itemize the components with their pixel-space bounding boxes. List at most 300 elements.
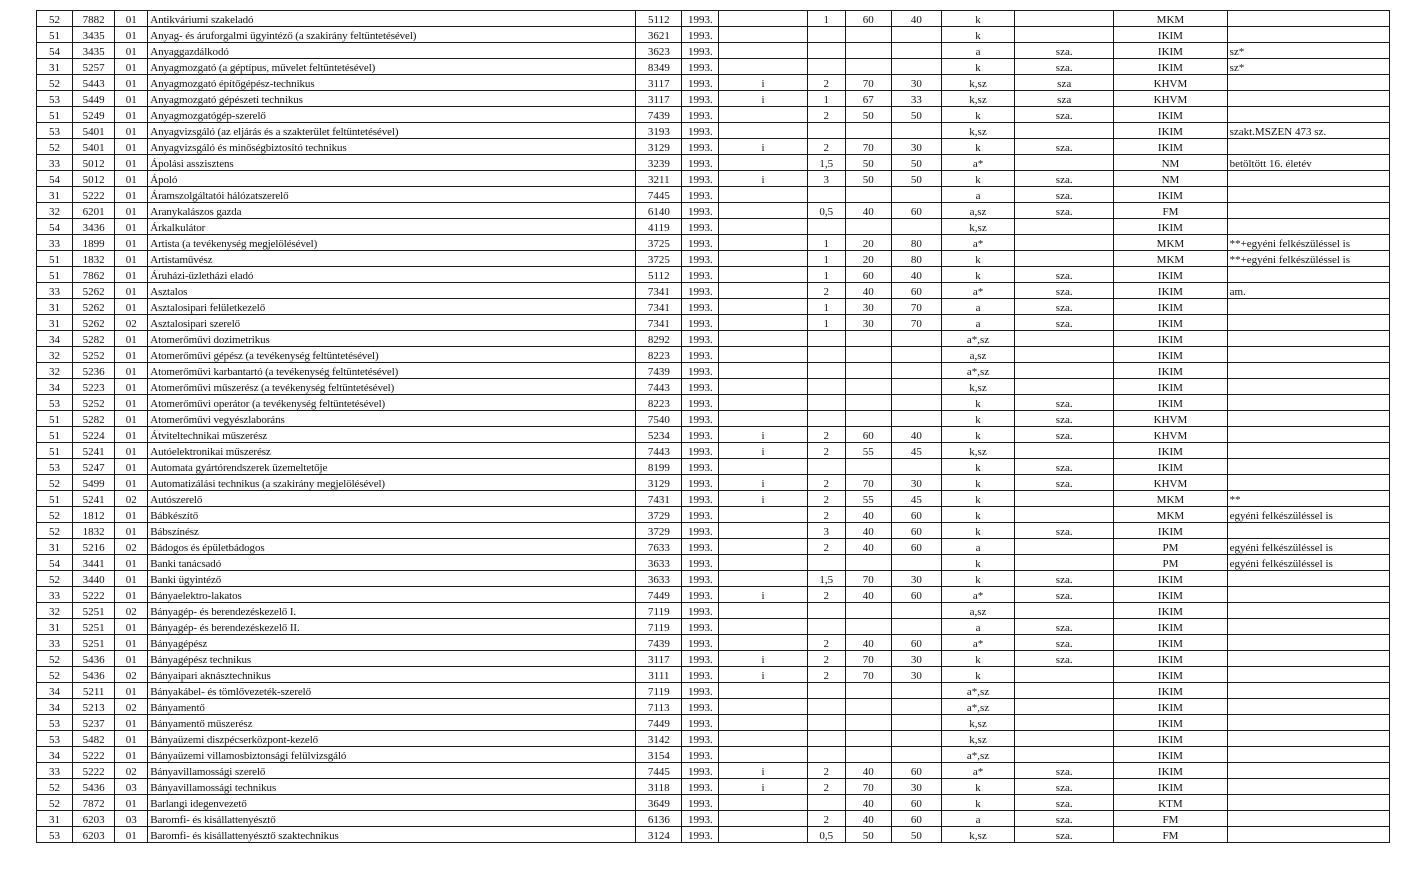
ministry-cell: IKIM: [1114, 571, 1227, 587]
group-code-cell: 5257: [73, 59, 115, 75]
remark-cell: [1227, 139, 1389, 155]
duration-cell: [807, 731, 845, 747]
theory-ratio-cell: 67: [845, 91, 891, 107]
duration-cell: [807, 795, 845, 811]
exam-cell: [1015, 27, 1114, 43]
year-cell: 1993.: [682, 555, 719, 571]
duration-cell: [807, 187, 845, 203]
exam-cell: [1015, 747, 1114, 763]
year-cell: 1993.: [682, 459, 719, 475]
practice-ratio-cell: 60: [891, 203, 941, 219]
qualification-name-cell: Anyagvizsgáló és minőségbiztosító technikus: [148, 139, 636, 155]
theory-ratio-cell: 50: [845, 171, 891, 187]
group-code-cell: 1812: [73, 507, 115, 523]
qualification-name-cell: Anyag- és áruforgalmi ügyintéző (a szakirány feltüntetésével): [148, 27, 636, 43]
feor-code-cell: 7633: [636, 539, 682, 555]
level-code-cell: 32: [37, 347, 73, 363]
practice-ratio-cell: 40: [891, 427, 941, 443]
entry-requirement-cell: k: [941, 59, 1014, 75]
practice-ratio-cell: 40: [891, 267, 941, 283]
table-row: [37, 75, 1390, 91]
qualification-name-cell: Atomerőművi dozimetrikus: [148, 331, 636, 347]
ministry-cell: IKIM: [1114, 747, 1227, 763]
remark-cell: sz*: [1227, 59, 1389, 75]
feor-code-cell: 7119: [636, 619, 682, 635]
qualification-name-cell: Ápoló: [148, 171, 636, 187]
type-cell: i: [719, 779, 807, 795]
duration-cell: 2: [807, 779, 845, 795]
type-cell: [719, 187, 807, 203]
year-cell: 1993.: [682, 603, 719, 619]
exam-cell: [1015, 155, 1114, 171]
level-code-cell: 33: [37, 635, 73, 651]
feor-code-cell: 3117: [636, 75, 682, 91]
table-row: [37, 619, 1390, 635]
ministry-cell: IKIM: [1114, 331, 1227, 347]
table-row: [37, 571, 1390, 587]
remark-cell: [1227, 315, 1389, 331]
ministry-cell: FM: [1114, 811, 1227, 827]
remark-cell: [1227, 827, 1389, 843]
feor-code-cell: 7341: [636, 299, 682, 315]
year-cell: 1993.: [682, 443, 719, 459]
entry-requirement-cell: k,sz: [941, 75, 1014, 91]
theory-ratio-cell: 55: [845, 491, 891, 507]
sequence-code-cell: 02: [115, 763, 148, 779]
practice-ratio-cell: [891, 395, 941, 411]
exam-cell: [1015, 11, 1114, 27]
sequence-code-cell: 01: [115, 283, 148, 299]
level-code-cell: 33: [37, 587, 73, 603]
duration-cell: 1: [807, 11, 845, 27]
year-cell: 1993.: [682, 539, 719, 555]
table-row: [37, 539, 1390, 555]
exam-cell: [1015, 235, 1114, 251]
sequence-code-cell: 01: [115, 251, 148, 267]
ministry-cell: IKIM: [1114, 267, 1227, 283]
qualification-name-cell: Bányamentő műszerész: [148, 715, 636, 731]
ministry-cell: MKM: [1114, 235, 1227, 251]
remark-cell: [1227, 523, 1389, 539]
exam-cell: sza.: [1015, 43, 1114, 59]
level-code-cell: 54: [37, 171, 73, 187]
type-cell: i: [719, 139, 807, 155]
table-row: [37, 427, 1390, 443]
theory-ratio-cell: 70: [845, 667, 891, 683]
year-cell: 1993.: [682, 635, 719, 651]
table-row: [37, 139, 1390, 155]
practice-ratio-cell: [891, 219, 941, 235]
theory-ratio-cell: [845, 731, 891, 747]
remark-cell: [1227, 331, 1389, 347]
feor-code-cell: 7341: [636, 315, 682, 331]
entry-requirement-cell: k,sz: [941, 219, 1014, 235]
entry-requirement-cell: a*: [941, 283, 1014, 299]
group-code-cell: 5282: [73, 331, 115, 347]
entry-requirement-cell: a: [941, 811, 1014, 827]
ministry-cell: IKIM: [1114, 443, 1227, 459]
duration-cell: [807, 219, 845, 235]
table-row: [37, 475, 1390, 491]
practice-ratio-cell: 45: [891, 491, 941, 507]
remark-cell: [1227, 219, 1389, 235]
duration-cell: [807, 715, 845, 731]
entry-requirement-cell: a: [941, 187, 1014, 203]
practice-ratio-cell: 30: [891, 651, 941, 667]
practice-ratio-cell: [891, 379, 941, 395]
type-cell: [719, 507, 807, 523]
qualification-name-cell: Bányagép- és berendezéskezelő I.: [148, 603, 636, 619]
ministry-cell: IKIM: [1114, 667, 1227, 683]
register-document: [36, 10, 1390, 843]
ministry-cell: IKIM: [1114, 603, 1227, 619]
table-row: [37, 779, 1390, 795]
theory-ratio-cell: [845, 683, 891, 699]
qualification-name-cell: Aranykalászos gazda: [148, 203, 636, 219]
sequence-code-cell: 01: [115, 219, 148, 235]
ministry-cell: KHVM: [1114, 75, 1227, 91]
level-code-cell: 34: [37, 683, 73, 699]
level-code-cell: 51: [37, 267, 73, 283]
theory-ratio-cell: [845, 459, 891, 475]
ministry-cell: IKIM: [1114, 187, 1227, 203]
table-row: [37, 651, 1390, 667]
remark-cell: [1227, 651, 1389, 667]
remark-cell: egyéni felkészüléssel is: [1227, 507, 1389, 523]
type-cell: [719, 363, 807, 379]
remark-cell: szakt.MSZEN 473 sz.: [1227, 123, 1389, 139]
ministry-cell: IKIM: [1114, 619, 1227, 635]
qualification-name-cell: Atomerőművi vegyészlaboráns: [148, 411, 636, 427]
practice-ratio-cell: [891, 59, 941, 75]
year-cell: 1993.: [682, 411, 719, 427]
theory-ratio-cell: 40: [845, 763, 891, 779]
entry-requirement-cell: a*: [941, 635, 1014, 651]
ministry-cell: IKIM: [1114, 635, 1227, 651]
year-cell: 1993.: [682, 763, 719, 779]
feor-code-cell: 3623: [636, 43, 682, 59]
group-code-cell: 5401: [73, 139, 115, 155]
theory-ratio-cell: 40: [845, 507, 891, 523]
exam-cell: sza.: [1015, 283, 1114, 299]
feor-code-cell: 8223: [636, 347, 682, 363]
remark-cell: [1227, 763, 1389, 779]
feor-code-cell: 5112: [636, 11, 682, 27]
duration-cell: [807, 619, 845, 635]
ministry-cell: IKIM: [1114, 459, 1227, 475]
duration-cell: 2: [807, 107, 845, 123]
ministry-cell: IKIM: [1114, 395, 1227, 411]
theory-ratio-cell: 40: [845, 203, 891, 219]
duration-cell: [807, 395, 845, 411]
ministry-cell: MKM: [1114, 507, 1227, 523]
theory-ratio-cell: 50: [845, 155, 891, 171]
theory-ratio-cell: [845, 379, 891, 395]
remark-cell: [1227, 571, 1389, 587]
sequence-code-cell: 01: [115, 443, 148, 459]
year-cell: 1993.: [682, 619, 719, 635]
exam-cell: sza.: [1015, 651, 1114, 667]
type-cell: [719, 347, 807, 363]
type-cell: [719, 235, 807, 251]
qualification-name-cell: Bányagép- és berendezéskezelő II.: [148, 619, 636, 635]
ministry-cell: IKIM: [1114, 43, 1227, 59]
exam-cell: sza.: [1015, 139, 1114, 155]
duration-cell: 1: [807, 315, 845, 331]
entry-requirement-cell: a*,sz: [941, 699, 1014, 715]
practice-ratio-cell: 60: [891, 811, 941, 827]
practice-ratio-cell: [891, 699, 941, 715]
group-code-cell: 5449: [73, 91, 115, 107]
group-code-cell: 5213: [73, 699, 115, 715]
level-code-cell: 51: [37, 107, 73, 123]
entry-requirement-cell: k: [941, 395, 1014, 411]
feor-code-cell: 3725: [636, 251, 682, 267]
type-cell: [719, 11, 807, 27]
group-code-cell: 3441: [73, 555, 115, 571]
qualification-name-cell: Autóelektronikai műszerész: [148, 443, 636, 459]
practice-ratio-cell: 50: [891, 171, 941, 187]
theory-ratio-cell: [845, 43, 891, 59]
entry-requirement-cell: a*: [941, 235, 1014, 251]
type-cell: [719, 715, 807, 731]
group-code-cell: 5222: [73, 587, 115, 603]
qualification-name-cell: Atomerőművi műszerész (a tevékenység feltüntetésével): [148, 379, 636, 395]
qualification-name-cell: Ápolási asszisztens: [148, 155, 636, 171]
year-cell: 1993.: [682, 107, 719, 123]
qualification-name-cell: Baromfi- és kisállattenyésztő szaktechnikus: [148, 827, 636, 843]
table-row: [37, 107, 1390, 123]
entry-requirement-cell: k: [941, 491, 1014, 507]
year-cell: 1993.: [682, 11, 719, 27]
duration-cell: 1: [807, 299, 845, 315]
theory-ratio-cell: 40: [845, 587, 891, 603]
practice-ratio-cell: [891, 747, 941, 763]
sequence-code-cell: 02: [115, 491, 148, 507]
group-code-cell: 5436: [73, 779, 115, 795]
table-row: [37, 171, 1390, 187]
type-cell: [719, 571, 807, 587]
group-code-cell: 5499: [73, 475, 115, 491]
ministry-cell: IKIM: [1114, 59, 1227, 75]
group-code-cell: 6203: [73, 811, 115, 827]
level-code-cell: 33: [37, 763, 73, 779]
remark-cell: egyéni felkészüléssel is: [1227, 539, 1389, 555]
type-cell: [719, 411, 807, 427]
year-cell: 1993.: [682, 139, 719, 155]
ministry-cell: MKM: [1114, 491, 1227, 507]
table-row: [37, 379, 1390, 395]
table-row: [37, 155, 1390, 171]
duration-cell: [807, 411, 845, 427]
type-cell: [719, 795, 807, 811]
qualification-name-cell: Autószerelő: [148, 491, 636, 507]
year-cell: 1993.: [682, 779, 719, 795]
year-cell: 1993.: [682, 651, 719, 667]
sequence-code-cell: 01: [115, 651, 148, 667]
ministry-cell: IKIM: [1114, 651, 1227, 667]
entry-requirement-cell: k,sz: [941, 379, 1014, 395]
remark-cell: **+egyéni felkészüléssel is: [1227, 235, 1389, 251]
remark-cell: am.: [1227, 283, 1389, 299]
duration-cell: 3: [807, 523, 845, 539]
theory-ratio-cell: [845, 187, 891, 203]
group-code-cell: 5282: [73, 411, 115, 427]
practice-ratio-cell: [891, 715, 941, 731]
duration-cell: 2: [807, 283, 845, 299]
qualification-name-cell: Atomerőművi gépész (a tevékenység feltüntetésével): [148, 347, 636, 363]
sequence-code-cell: 01: [115, 107, 148, 123]
ministry-cell: PM: [1114, 555, 1227, 571]
qualification-table-body: [37, 11, 1390, 843]
level-code-cell: 53: [37, 827, 73, 843]
qualification-name-cell: Anyaggazdálkodó: [148, 43, 636, 59]
group-code-cell: 5236: [73, 363, 115, 379]
type-cell: [719, 267, 807, 283]
year-cell: 1993.: [682, 27, 719, 43]
ministry-cell: IKIM: [1114, 139, 1227, 155]
sequence-code-cell: 01: [115, 59, 148, 75]
entry-requirement-cell: k,sz: [941, 827, 1014, 843]
theory-ratio-cell: 50: [845, 107, 891, 123]
sequence-code-cell: 01: [115, 123, 148, 139]
type-cell: [719, 699, 807, 715]
entry-requirement-cell: k: [941, 411, 1014, 427]
level-code-cell: 31: [37, 59, 73, 75]
table-row: [37, 459, 1390, 475]
year-cell: 1993.: [682, 811, 719, 827]
group-code-cell: 5401: [73, 123, 115, 139]
practice-ratio-cell: [891, 363, 941, 379]
exam-cell: sza.: [1015, 459, 1114, 475]
feor-code-cell: 7119: [636, 603, 682, 619]
exam-cell: [1015, 667, 1114, 683]
sequence-code-cell: 01: [115, 203, 148, 219]
year-cell: 1993.: [682, 827, 719, 843]
type-cell: [719, 603, 807, 619]
table-row: [37, 187, 1390, 203]
ministry-cell: IKIM: [1114, 123, 1227, 139]
group-code-cell: 5251: [73, 603, 115, 619]
entry-requirement-cell: k: [941, 475, 1014, 491]
feor-code-cell: 3111: [636, 667, 682, 683]
group-code-cell: 5222: [73, 763, 115, 779]
duration-cell: 2: [807, 587, 845, 603]
qualification-name-cell: Baromfi- és kisállattenyésztő: [148, 811, 636, 827]
level-code-cell: 32: [37, 363, 73, 379]
sequence-code-cell: 01: [115, 27, 148, 43]
theory-ratio-cell: 30: [845, 315, 891, 331]
sequence-code-cell: 01: [115, 331, 148, 347]
duration-cell: [807, 59, 845, 75]
practice-ratio-cell: 60: [891, 507, 941, 523]
sequence-code-cell: 01: [115, 379, 148, 395]
table-row: [37, 523, 1390, 539]
qualification-name-cell: Bábkészítő: [148, 507, 636, 523]
ministry-cell: KHVM: [1114, 91, 1227, 107]
sequence-code-cell: 03: [115, 811, 148, 827]
practice-ratio-cell: 70: [891, 315, 941, 331]
remark-cell: [1227, 27, 1389, 43]
remark-cell: [1227, 475, 1389, 491]
duration-cell: 2: [807, 139, 845, 155]
level-code-cell: 34: [37, 747, 73, 763]
table-row: [37, 203, 1390, 219]
qualification-name-cell: Asztalosipari felületkezelő: [148, 299, 636, 315]
exam-cell: [1015, 379, 1114, 395]
group-code-cell: 5241: [73, 443, 115, 459]
feor-code-cell: 4119: [636, 219, 682, 235]
exam-cell: [1015, 699, 1114, 715]
type-cell: [719, 299, 807, 315]
group-code-cell: 5237: [73, 715, 115, 731]
duration-cell: [807, 123, 845, 139]
sequence-code-cell: 01: [115, 75, 148, 91]
qualification-name-cell: Atomerőművi karbantartó (a tevékenység feltüntetésével): [148, 363, 636, 379]
duration-cell: 1,5: [807, 571, 845, 587]
theory-ratio-cell: [845, 619, 891, 635]
qualification-name-cell: Anyagmozgató gépészeti technikus: [148, 91, 636, 107]
remark-cell: [1227, 811, 1389, 827]
entry-requirement-cell: a*,sz: [941, 683, 1014, 699]
sequence-code-cell: 02: [115, 699, 148, 715]
group-code-cell: 1832: [73, 523, 115, 539]
entry-requirement-cell: k,sz: [941, 91, 1014, 107]
qualification-name-cell: Anyagmozgató építőgépész-technikus: [148, 75, 636, 91]
ministry-cell: IKIM: [1114, 379, 1227, 395]
exam-cell: sza.: [1015, 779, 1114, 795]
table-row: [37, 283, 1390, 299]
level-code-cell: 33: [37, 283, 73, 299]
group-code-cell: 6201: [73, 203, 115, 219]
remark-cell: betöltött 16. életév: [1227, 155, 1389, 171]
theory-ratio-cell: 50: [845, 827, 891, 843]
entry-requirement-cell: a*,sz: [941, 331, 1014, 347]
exam-cell: [1015, 539, 1114, 555]
remark-cell: egyéni felkészüléssel is: [1227, 555, 1389, 571]
table-row: [37, 635, 1390, 651]
duration-cell: 1: [807, 251, 845, 267]
level-code-cell: 54: [37, 43, 73, 59]
table-row: [37, 267, 1390, 283]
duration-cell: [807, 347, 845, 363]
practice-ratio-cell: 45: [891, 443, 941, 459]
year-cell: 1993.: [682, 731, 719, 747]
level-code-cell: 53: [37, 715, 73, 731]
type-cell: [719, 43, 807, 59]
duration-cell: [807, 699, 845, 715]
exam-cell: sza.: [1015, 187, 1114, 203]
entry-requirement-cell: a*: [941, 587, 1014, 603]
feor-code-cell: 3621: [636, 27, 682, 43]
qualification-name-cell: Bányagépész technikus: [148, 651, 636, 667]
feor-code-cell: 3211: [636, 171, 682, 187]
sequence-code-cell: 01: [115, 235, 148, 251]
practice-ratio-cell: 33: [891, 91, 941, 107]
feor-code-cell: 5234: [636, 427, 682, 443]
ministry-cell: NM: [1114, 155, 1227, 171]
level-code-cell: 52: [37, 779, 73, 795]
exam-cell: sza.: [1015, 107, 1114, 123]
sequence-code-cell: 01: [115, 827, 148, 843]
practice-ratio-cell: 50: [891, 155, 941, 171]
year-cell: 1993.: [682, 667, 719, 683]
year-cell: 1993.: [682, 43, 719, 59]
type-cell: [719, 331, 807, 347]
entry-requirement-cell: k,sz: [941, 123, 1014, 139]
feor-code-cell: 7439: [636, 363, 682, 379]
sequence-code-cell: 01: [115, 475, 148, 491]
